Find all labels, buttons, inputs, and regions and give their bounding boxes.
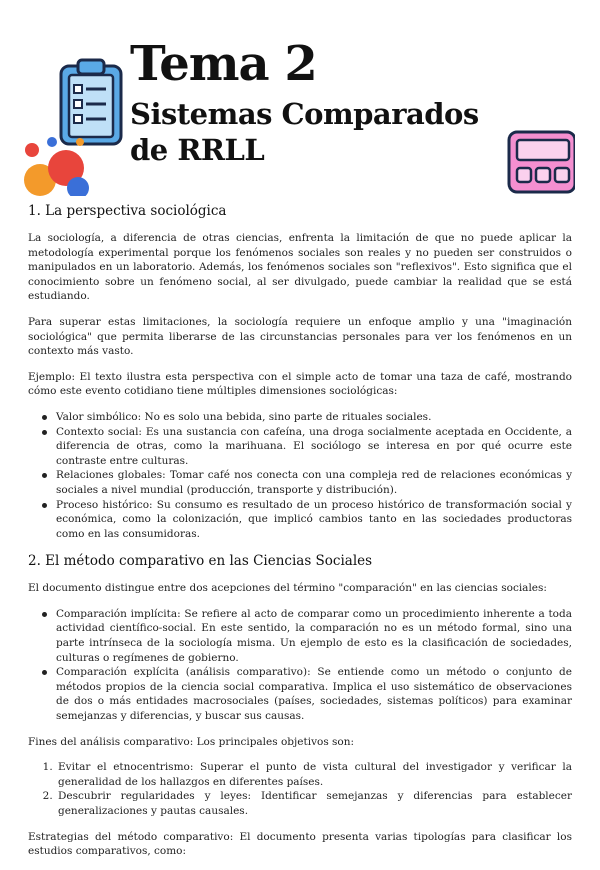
paragraph: Estrategias del método comparativo: El documento presenta varias tipologías para clasificar los estudios comparativos, como: (28, 830, 572, 858)
paragraph: La sociología, a diferencia de otras ciencias, enfrenta la limitación de que no puede aplicar la metodología experimental porque los fenómenos sociales son reales y no pueden ser construidos o manipulados en un laboratorio. Además, los fenómenos sociales son "reflexivos". Esto significa que el conocimiento sobre un fenómeno social, al ser divulgado, puede cambiar la realidad que se está estudiando. (28, 232, 572, 303)
list-item: 1. Evitar el etnocentrismo: Superar el punto de vista cultural del investigador y verificar la generalidad de los hallazgos en diferentes países. (56, 760, 572, 789)
paint-drops-icon (22, 128, 92, 196)
page-header (0, 0, 600, 200)
list-item: Comparación implícita: Se refiere al acto de comparar como un procedimiento inherente a toda actividad científico-social. En este sentido, la comparación no es un método formal, sino una parte intrínseca de la sociología misma. Un ejemplo de esto es la clasificación de sociedades, culturas o regímenes de gobierno. (56, 607, 572, 664)
section-1-heading: 1. La perspectiva sociológica (28, 203, 227, 219)
list-item: Contexto social: Es una sustancia con cafeína, una droga socialmente aceptada en Occidente, a diferencia de otras, como la marihuana. El sociólogo se interesa en por qué ocurre este contraste entre culturas. (56, 425, 572, 467)
page-title: Tema 2 (130, 36, 317, 92)
paragraph: El documento distingue entre dos acepciones del término "comparación" en las ciencias sociales: (28, 582, 547, 595)
list-item: Proceso histórico: Su consumo es resultado de un proceso histórico de transformación social y económica, como la colonización, que implicó cambios tanto en las sociedades productoras como en las consumidoras. (56, 498, 572, 540)
paragraph: Ejemplo: El texto ilustra esta perspectiva con el simple acto de tomar una taza de café, mostrando cómo este evento cotidiano tiene múltiples dimensiones sociológicas: (28, 370, 572, 398)
list-item: Valor simbólico: No es solo una bebida, sino parte de rituales sociales. (56, 410, 572, 425)
keyboard-icon (505, 128, 575, 194)
list-item: Comparación explícita (análisis comparativo): Se entiende como un método o conjunto de métodos propios de la ciencia social comparativa. Implica el uso sistemático de observaciones de dos o más entidades macrosociales (países, sociedades, sistemas políticos) para examinar semejanzas y diferencias, y buscar sus causas. (56, 666, 572, 723)
document-body (28, 202, 572, 870)
list-item: Relaciones globales: Tomar café nos conecta con una compleja red de relaciones económicas y sociales a nivel mundial (producción, transporte y distribución). (56, 469, 572, 496)
page-subtitle (130, 96, 479, 168)
bullet-list (28, 410, 572, 541)
bullet-list (28, 607, 572, 724)
subtitle-line-1: Sistemas Comparados (130, 97, 479, 131)
numbered-list (28, 760, 572, 818)
list-item: 2. Descubrir regularidades y leyes: Identificar semejanzas y diferencias para establecer generalizaciones y pautas causales. (56, 789, 572, 818)
paragraph: Para superar estas limitaciones, la sociología requiere un enfoque amplio y una "imaginación sociológica" que permita liberarse de las circunstancias personales para ver los fenómenos en un contexto más vasto. (28, 315, 572, 358)
subtitle-line-2: de RRLL (130, 133, 265, 167)
paragraph: Fines del análisis comparativo: Los principales objetivos son: (28, 735, 355, 748)
section-2-heading: 2. El método comparativo en las Ciencias Sociales (28, 553, 373, 570)
